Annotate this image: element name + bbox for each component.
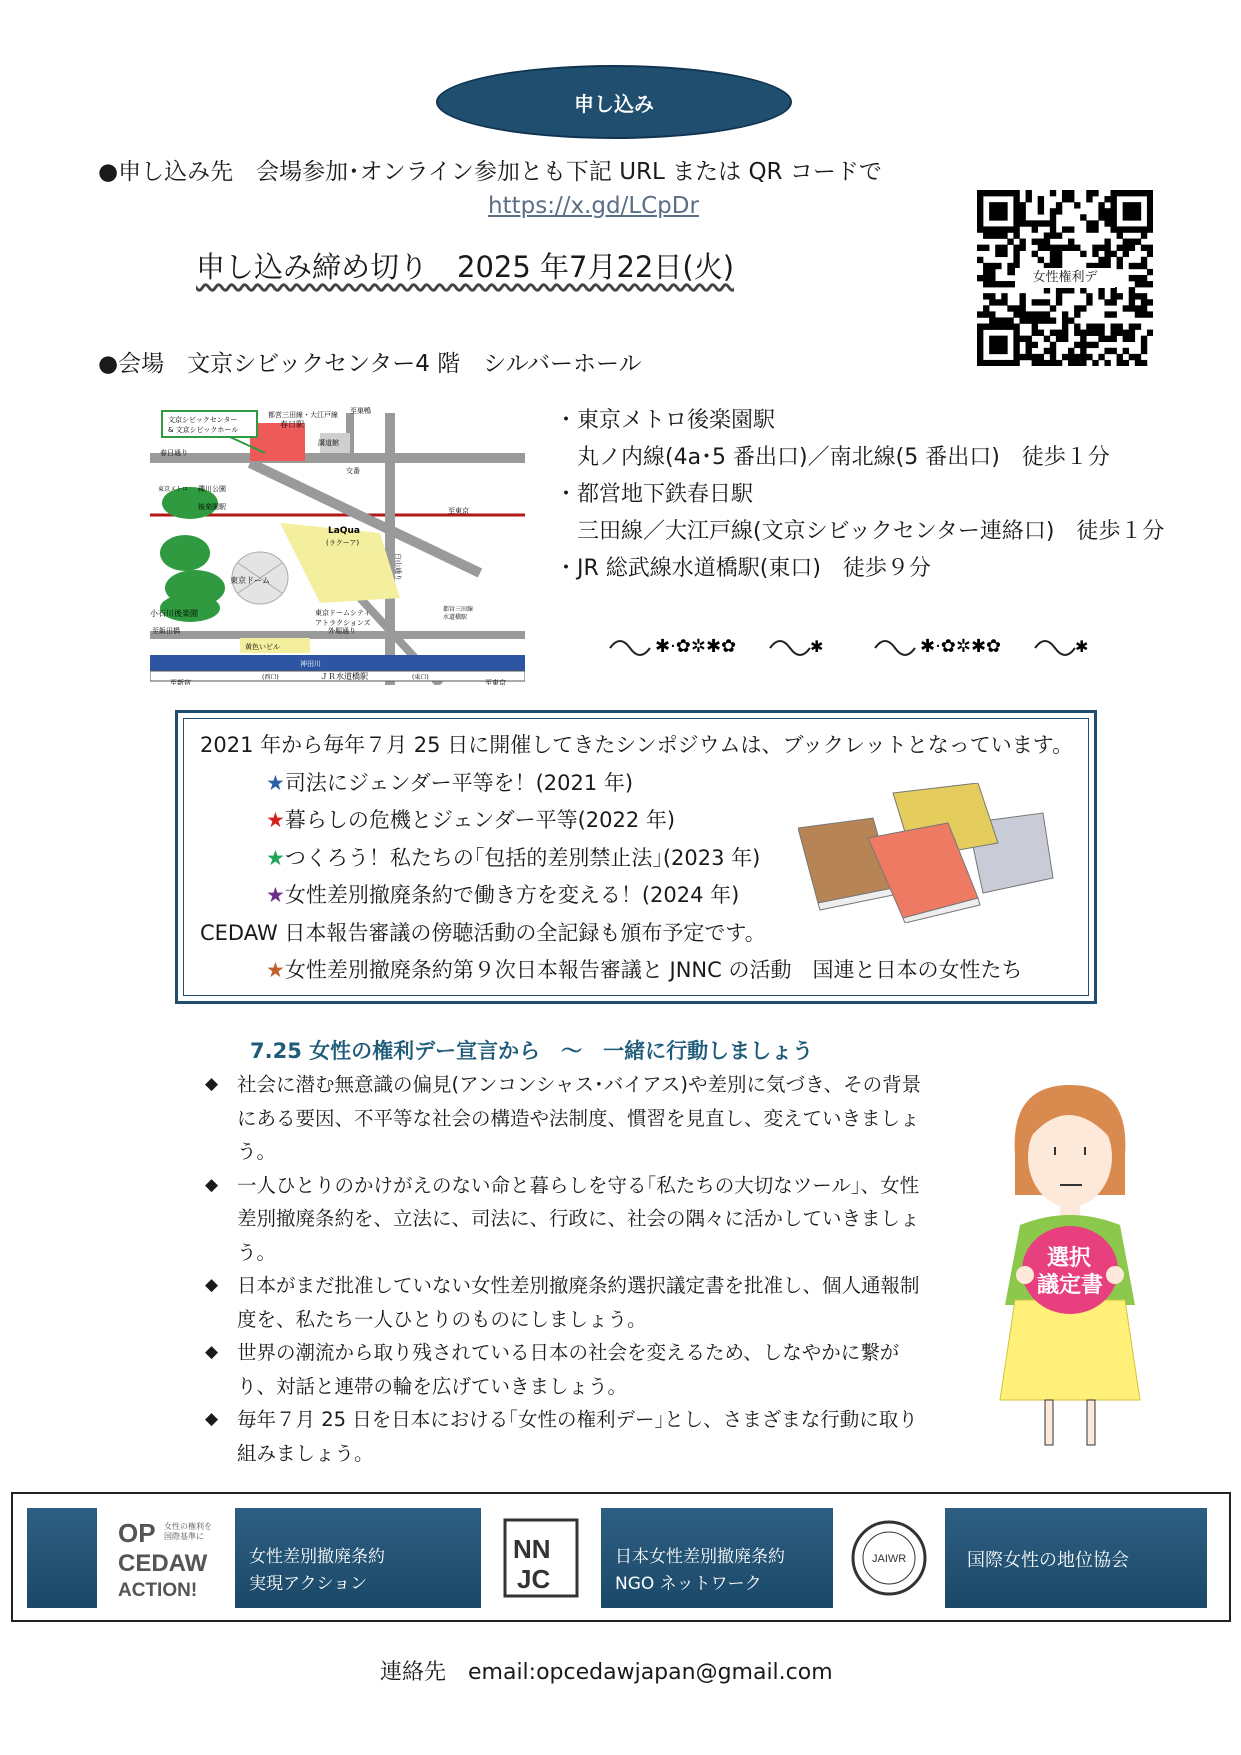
svg-text:LaQua: LaQua [328,526,360,536]
venue-map [150,403,525,685]
svg-text:(西口): (西口) [262,674,279,681]
svg-text:至東京: 至東京 [448,507,469,515]
svg-text:✱: ✱ [1075,637,1089,656]
woman-illustration [985,1085,1155,1460]
diamond-icon: ◆ [205,1074,219,1094]
svg-text:至飯田橋: 至飯田橋 [152,627,180,635]
access-line: 三田線／大江戸線(文京シビックセンター連絡口) 徒歩１分 [555,519,1165,544]
star-icon: ★ [266,771,285,795]
svg-text:水道橋駅: 水道橋駅 [443,614,468,621]
org1-block [235,1508,481,1608]
declaration-list [205,1068,925,1470]
svg-text:至巣鴨: 至巣鴨 [350,407,371,415]
map-label-civic: 文京シビックセンター [168,416,238,424]
sign-line1: 選択 [1047,1246,1092,1271]
declaration-title: 7.25 女性の権利デー宣言から ～ 一緒に行動しましょう [250,1039,814,1063]
svg-text:東京メトロ: 東京メトロ [158,486,189,493]
svg-text:白山通り: 白山通り [394,553,402,581]
svg-text:春日駅: 春日駅 [280,420,304,429]
svg-text:NN: NN [513,1534,551,1564]
svg-text:& 文京シビックホール: & 文京シビックホール [168,426,239,434]
booklet-item: ★つくろう！私たちの｢包括的差別禁止法｣(2023 年) [266,846,761,870]
diamond-icon: ◆ [205,1275,219,1295]
ornament-right [870,628,1100,662]
svg-text:春日通り: 春日通り [160,449,188,457]
svg-text:(東口): (東口) [412,674,429,681]
diamond-icon: ◆ [205,1342,219,1362]
footer-blue-block [27,1508,97,1608]
access-line: ・都営地下鉄春日駅 [555,482,754,507]
org2-label: 日本女性差別撤廃条約 NGO ネットワーク [615,1547,785,1594]
venue-line: ●会場 文京シビックセンター4 階 シルバーホール [98,351,642,377]
apply-url-link[interactable]: https://x.gd/LCpDr [488,193,699,219]
list-item: ◆ 毎年７月 25 日を日本における｢女性の権利デー｣とし、さまざまな行動に取り組みましょう。 [205,1403,925,1470]
op-cedaw-logo: OP 女性の権利を 国際基準に CEDAW ACTION! [108,1508,218,1608]
svg-text:(ラクーア): (ラクーア) [326,539,360,547]
booklet-item: ★女性差別撤廃条約で働き方を変える！(2024 年) [266,883,740,907]
access-line: ・東京メトロ後楽園駅 [555,408,776,433]
booklet-intro: 2021 年から毎年７月 25 日に開催してきたシンポジウムは、ブックレットとなっています。 [200,733,1074,757]
svg-text:✱: ✱ [810,637,824,656]
star-icon: ★ [266,846,285,870]
footer-logos [11,1492,1231,1622]
jaiwr-logo [845,1508,933,1608]
svg-text:JAIWR: JAIWR [872,1553,907,1565]
svg-text:神田川: 神田川 [300,660,321,668]
cedaw-line: CEDAW 日本報告審議の傍聴活動の全記録も頒布予定です。 [200,921,766,945]
diamond-icon: ◆ [205,1409,219,1429]
list-item: ◆ 日本がまだ批准していない女性差別撤廃条約選択議定書を批准し、個人通報制度を、私たち一人ひとりのものにしましょう。 [205,1269,925,1336]
star-icon: ★ [266,883,285,907]
list-item: ◆ 一人ひとりのかけがえのない命と暮らしを守る｢私たちの大切なツール｣、女性差別撤廃条約を、立法に、司法に、行政に、社会の隅々に活かしていきましょう。 [205,1169,925,1270]
svg-text:アトラクションズ: アトラクションズ [315,619,371,627]
svg-text:東京ドームシティ: 東京ドームシティ [315,609,371,617]
org2-block [601,1508,833,1608]
section-pill [436,65,792,139]
access-line: 丸ノ内線(4a･5 番出口)／南北線(5 番出口) 徒歩１分 [555,445,1110,470]
svg-text:外堀通り: 外堀通り [328,627,356,635]
ornament-left [605,628,835,662]
svg-text:講道館: 講道館 [318,439,339,447]
booklet-item: ★司法にジェンダー平等を！(2021 年) [266,771,634,795]
contact-line: 連絡先 email:opcedawjapan@gmail.com [380,1660,833,1685]
booklet-box [175,710,1097,1004]
svg-text:交番: 交番 [346,467,360,475]
svg-text:東京ドーム: 東京ドーム [230,576,270,585]
star-icon: ★ [266,808,285,832]
svg-text:都営三田線: 都営三田線 [443,606,474,613]
qr-caption: 女性権利デ [1015,268,1115,288]
list-item: ◆ 社会に潜む無意識の偏見(アンコンシャス･バイアス)や差別に気づき、その背景にある要因、不平等な社会の構造や法制度、慣習を見直し、変えていきましょう。 [205,1068,925,1169]
org3-block [945,1508,1207,1608]
star-icon: ★ [266,958,285,982]
svg-text:黄色いビル: 黄色いビル [245,643,280,651]
svg-text:✱·✿✲✱✿: ✱·✿✲✱✿ [655,636,737,657]
booklets-illustration [798,783,1068,923]
list-item: ◆ 世界の潮流から取り残されている日本の社会を変えるため、しなやかに繋がり、対話と連帯の輪を広げていきましょう。 [205,1336,925,1403]
sign-line2: 議定書 [1037,1273,1104,1298]
jnnc-logo [493,1508,588,1608]
svg-text:ＪＲ水道橋駅: ＪＲ水道橋駅 [320,672,368,681]
access-line: ・JR 総武線水道橋駅(東口) 徒歩９分 [555,556,931,581]
svg-text:至東京: 至東京 [485,679,506,685]
deadline: 申し込み締め切り 2025 年7月22日(火) [196,250,735,284]
svg-text:礫川公園: 礫川公園 [198,485,226,493]
booklet-final: ★女性差別撤廃条約第９次日本報告審議と JNNC の活動 国連と日本の女性たち [266,958,1023,982]
pill-label: 申し込み [574,91,654,116]
access-list [555,402,1164,587]
svg-text:都営三田線・大江戸線: 都営三田線・大江戸線 [268,411,338,419]
org3-label: 国際女性の地位協会 [967,1550,1129,1571]
diamond-icon: ◆ [205,1174,219,1195]
booklet-item: ★暮らしの危機とジェンダー平等(2022 年) [266,808,676,832]
qr-code[interactable] [977,190,1153,366]
apply-line: ●申し込み先 会場参加･オンライン参加とも下記 URL または QR コードで [98,159,882,185]
org1-label: 女性差別撤廃条約 実現アクション [249,1547,385,1594]
svg-text:JC: JC [517,1564,551,1594]
svg-text:小石川後楽園: 小石川後楽園 [150,609,198,618]
svg-text:✱·✿✲✱✿: ✱·✿✲✱✿ [920,636,1002,657]
svg-text:至新宿: 至新宿 [170,679,191,685]
svg-text:後楽園駅: 後楽園駅 [198,503,226,511]
